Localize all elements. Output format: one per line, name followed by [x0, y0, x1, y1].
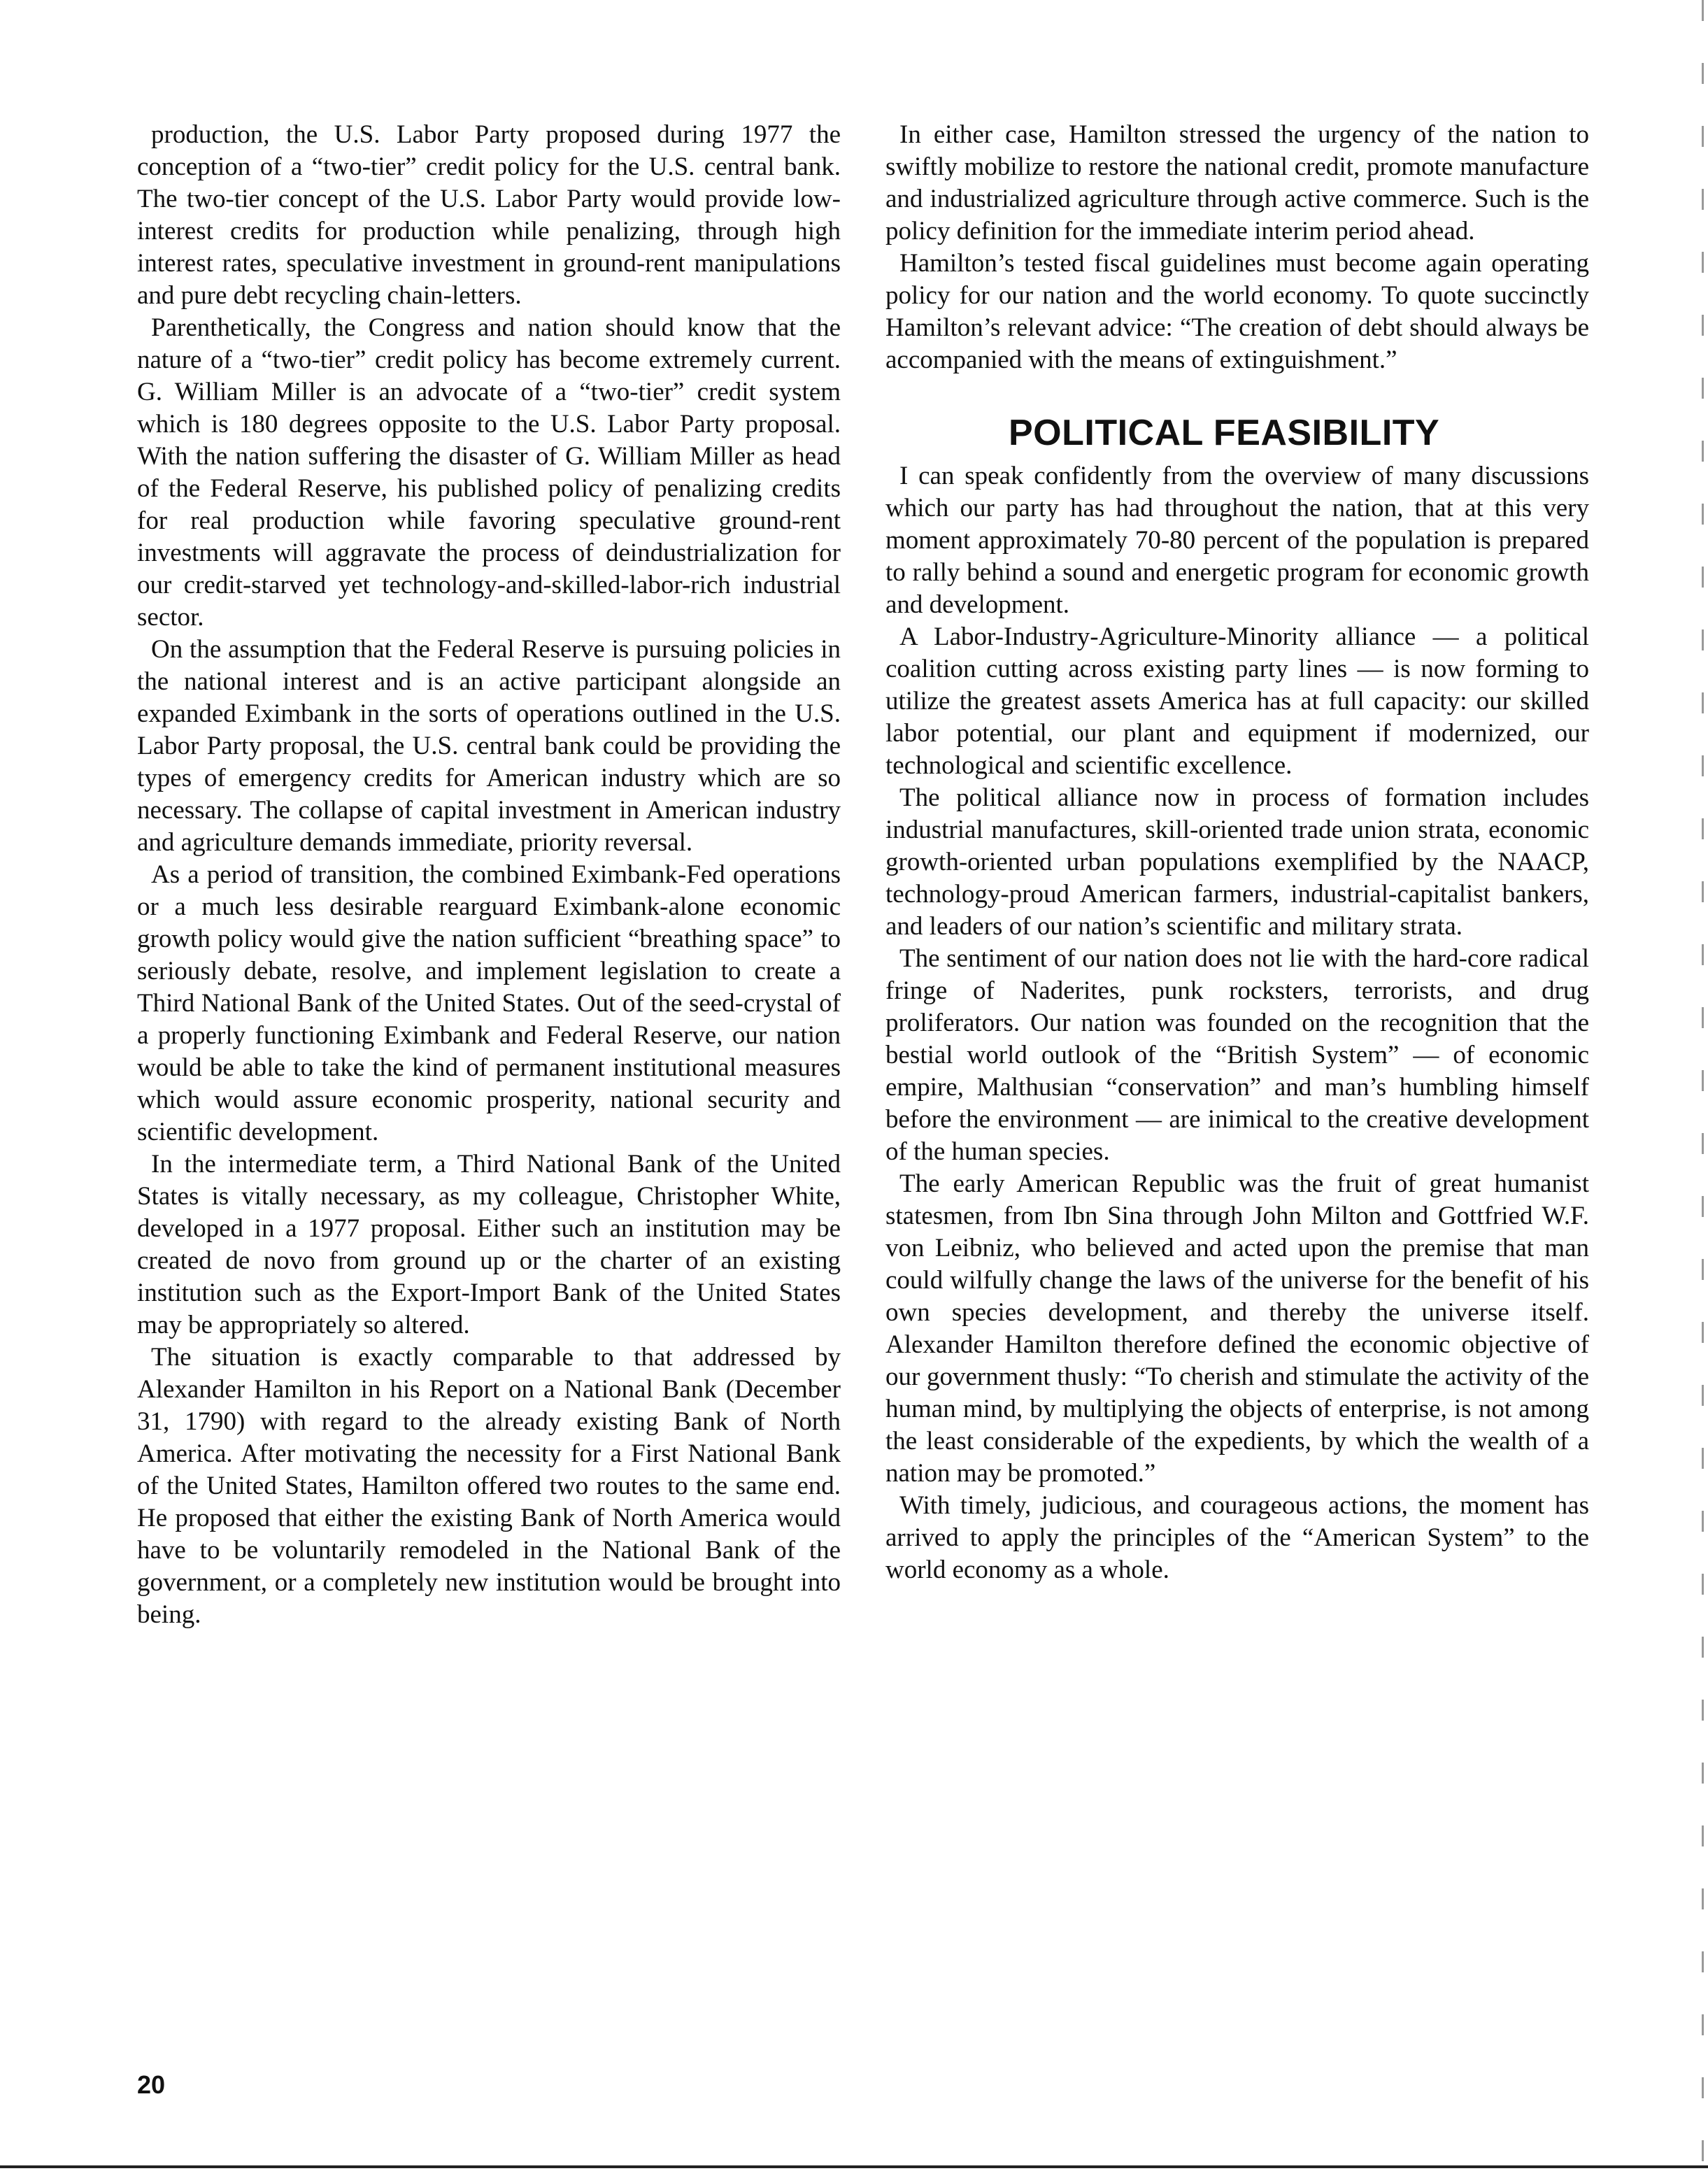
scan-edge-mark	[1702, 0, 1704, 2178]
right-column	[885, 119, 1589, 1586]
paragraph: On the assumption that the Federal Reserve is pursuing policies in the national interest and is an active participant alongside an expanded Eximbank in the sorts of operations outlined in the U.S. Labor Party proposal, the U.S. central bank could be providing the types of emergency credits for American industry which are so necessary. The collapse of capital investment in American industry and agriculture demands immediate, priority reversal.	[137, 635, 841, 857]
paragraph: The sentiment of our nation does not lie with the hard-core radical fringe of Naderites, punk rocksters, terrorists, and drug proliferators. Our nation was founded on the recognition that the bestial world outlook of the “British System” — of economic empire, Malthusian “conservation” and man’s humbling himself before the environment — are inimical to the creative development of the human species.	[885, 944, 1589, 1166]
paragraph: I can speak confidently from the overview of many discussions which our party has had throughout the nation, that at this very moment approximately 70-80 percent of the population is prepared to rally behind a sound and energetic program for economic growth and development.	[885, 462, 1589, 619]
section-heading: POLITICAL FEASIBILITY	[1009, 413, 1440, 453]
paragraph: A Labor-Industry-Agriculture-Minority alliance — a political coalition cutting across existing party lines — is now forming to utilize the greatest assets America has at full capacity: our skilled labor potential, our plant and equipment if modernized, our technological and scientific excellence.	[885, 622, 1589, 780]
paragraph: Hamilton’s tested fiscal guidelines must become again operating policy for our nation and the world economy. To quote succinctly Hamilton’s relevant advice: “The creation of debt should always be accompanied with the means of extinguishment.”	[885, 249, 1589, 374]
paragraph: The political alliance now in process of formation includes industrial manufactures, skill-oriented trade union strata, economic growth-oriented urban populations exemplified by the NAACP, technology-proud American farmers, industrial-capitalist bankers, and leaders of our nation’s scientific and military strata.	[885, 783, 1589, 941]
paragraph: The early American Republic was the fruit of great humanist statesmen, from Ibn Sina through John Milton and Gottfried W.F. von Leibniz, who believed and acted upon the premise that man could wilfully change the laws of the universe for the benefit of his own species development, and thereby the universe itself. Alexander Hamilton therefore defined the economic objective of our government thusly: “To cherish and stimulate the activity of the human mind, by multiplying the objects of enterprise, is not among the least considerable of the expedients, by which the wealth of a nation may be promoted.”	[885, 1169, 1589, 1488]
paragraph: In the intermediate term, a Third National Bank of the United States is vitally necessary, as my colleague, Christopher White, developed in a 1977 proposal. Either such an institution may be created de novo from ground up or the charter of an existing institution such as the Export-Import Bank of the United States may be appropriately so altered.	[137, 1150, 841, 1339]
left-column	[137, 119, 841, 1631]
paragraph: Parenthetically, the Congress and nation should know that the nature of a “two-tier” credit policy has become extremely current. G. William Miller is an advocate of a “two-tier” credit system which is 180 degrees opposite to the U.S. Labor Party proposal. With the nation suffering the disaster of G. William Miller as head of the Federal Reserve, his published policy of penalizing credits for real production while favoring speculative ground-rent investments will aggravate the process of deindustrialization for our credit-starved yet technology-and-skilled-labor-rich industrial sector.	[137, 313, 841, 632]
paragraph: With timely, judicious, and courageous actions, the moment has arrived to apply the principles of the “American System” to the world economy as a whole.	[885, 1491, 1589, 1584]
paragraph: The situation is exactly comparable to that addressed by Alexander Hamilton in his Report on a National Bank (December 31, 1790) with regard to the already existing Bank of North America. After motivating the necessity for a First National Bank of the United States, Hamilton offered two routes to the same end. He proposed that either the existing Bank of North America would have to be voluntarily remodeled in the National Bank of the government, or a completely new institution would be brought into being.	[137, 1343, 841, 1629]
bottom-rule	[0, 2165, 1708, 2168]
paragraph: In either case, Hamilton stressed the urgency of the nation to swiftly mobilize to restore the national credit, promote manufacture and industrialized agriculture through active commerce. Such is the policy definition for the immediate interim period ahead.	[885, 120, 1589, 245]
page-number: 20	[137, 2070, 166, 2099]
paragraph: production, the U.S. Labor Party proposed during 1977 the conception of a “two-tier” credit policy for the U.S. central bank. The two-tier concept of the U.S. Labor Party would provide low-interest credits for production while penalizing, through high interest rates, speculative investment in ground-rent manipulations and pure debt recycling chain-letters.	[137, 120, 841, 310]
paragraph: As a period of transition, the combined Eximbank-Fed operations or a much less desirable rearguard Eximbank-alone economic growth policy would give the nation sufficient “breathing space” to seriously debate, resolve, and implement legislation to create a Third National Bank of the United States. Out of the seed-crystal of a properly functioning Eximbank and Federal Reserve, our nation would be able to take the kind of permanent institutional measures which would assure economic prosperity, national security and scientific development.	[137, 860, 841, 1146]
